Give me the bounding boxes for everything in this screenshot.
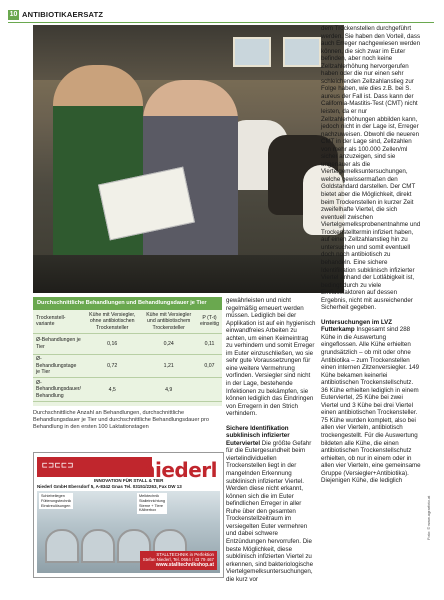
ad-tagline: INNOVATION FÜR STALL & TIER xyxy=(94,478,164,483)
subheading-text: Sichere Identifikation subklinisch infizierter Euterviertel xyxy=(226,424,290,447)
table-row-label: Ø-Behandlungsdauer/ Behandlung xyxy=(33,378,84,402)
paragraph: dem Trockenstellen durchgeführt werden. Sie haben den Vorteil, dass auch Erreger nachgewiesen werden können, die sich zwar im Euter befinden, aber noch keine Zellzahlerhöhung hervorgerufen haben oder die nur einen sehr schleichenden Zellzahlanstieg zur Folge haben, wie dies z.B. bei S. aureus der Fall ist. Dass kann der California-Mastitis-Test (CMT) nicht leisten, da er nur Zellzahlerhöhungen abbilden kann, jedoch nicht in der Lage ist, Erreger nachzuweisen. Obwohl die neueren CMT in der Lage sind, Zellzahlen von mehr als 100.000 Zellen/ml sicher anzuzeigen, sind sie ungenauer als die Viertelgemelksuntersuchungen, welche gewissermaßen den Goldstandard darstellen. Der CMT bietet aber die Möglichkeit, direkt beim Trockenstellen in kurzer Zeit zweifelhafte Viertel, die sich eventuell zwischen Viertelgemelksprobenentnahme und Trockenstelltermin infiziert haben, auf einen Zellzahlanstieg hin zu untersuchen und somit eventuell doch noch antibiotisch zu behandeln. Eine sichere Identifikation subklinisch infizierter Viertel anhand der Lotläbigkeit ist, bedingt durch zu viele Einflussfaktoren auf dessen Ergebnis, nicht mit ausreichender Sicherheit gegeben. xyxy=(321,25,421,312)
advertisement[interactable] xyxy=(33,452,224,578)
table-cell: 0,11 xyxy=(197,333,222,354)
photo-window xyxy=(233,37,271,67)
ad-contact-title: STALLTECHNIK in Perfektion xyxy=(156,551,214,557)
ad-contact-box xyxy=(140,551,217,570)
page-header xyxy=(8,9,103,20)
ad-address: Niederl GmbH Ebersdorf 5, A-8342 Gnas Tel. 03151/2263, Fax DW 13 xyxy=(37,484,182,489)
table-cell xyxy=(197,378,222,402)
ad-logo-bar xyxy=(37,457,152,477)
ad-brand-logo: niederl xyxy=(141,458,217,482)
table-row-label: Ø-Behandlungstage je Tier xyxy=(33,354,84,378)
article-column-middle xyxy=(226,297,316,583)
table-header-row xyxy=(33,310,222,333)
table-row xyxy=(33,354,222,378)
table-caption: Durchschnittliche Anzahl an Behandlungen, durchschnittliche Behandlungsdauer je Tier und durchschnittliche Behandlungsdauer pro Behandlung in den ersten 100 Laktationstagen xyxy=(33,410,210,431)
ad-header xyxy=(34,453,223,489)
article-column-right xyxy=(321,25,421,485)
table-cell: 4,9 xyxy=(140,378,197,402)
ad-stall xyxy=(81,529,115,563)
data-table xyxy=(33,310,222,402)
table-header-cell: Kühe mit Versiegler und antibiotischem Trockensteller xyxy=(140,310,197,333)
table-row-label: Ø-Behandlungen je Tier xyxy=(33,333,84,354)
ad-photo xyxy=(37,491,220,573)
ad-website-link[interactable]: www.stalltechnikshop.at xyxy=(155,562,214,569)
subheading-text: Untersuchungen im LVZ Futterkamp xyxy=(321,318,393,334)
table-row xyxy=(33,333,222,354)
table-cell: 1,21 xyxy=(140,354,197,378)
photo-foreground xyxy=(33,255,344,293)
section-title: ANTIBIOTIKAERSATZ xyxy=(22,10,104,19)
table-row xyxy=(33,378,222,402)
paragraph: Insgesamt sind 288 Kühe in die Auswertung eingeflossen. Alle Kühe erhielten grundsätzlich – ob mit oder ohne Antibiotika – zum Trockenstellen einen internen Zitzenversiegler. 149 Kühe bekamen keinerlei antibiotischen Trockenstellschutz. 36 Kühe erhielten lediglich in einem Euterviertel, 25 Kühe bei zwei Viertel und 3 Kühe bei drei Viertel einen antibiotischen Trockensteller. 75 Kühe wurden komplett, also bei allen vier Vierteln, antibiotisch trockengestellt. Für die Auswertung bildeten alle Kühe, die einen antibiotischen Trockenstellschutz erhielten, ob nur in einem oder in allen vier Vierteln, eine gemeinsame Gruppe (Versiegler+Antibiotika). Diejenigen Kühe, die lediglich xyxy=(321,326,421,485)
ad-logo-glyphs: ⊏⊐⊏⊏⊐ xyxy=(42,461,75,471)
ad-label-right: Melktechnik Stalleinrichtung Sterne + Tiere Kälberbox xyxy=(139,494,165,513)
subheading xyxy=(226,425,316,583)
table-cell: 4,5 xyxy=(84,378,140,402)
table-header-cell: Trockenstell-variante xyxy=(33,310,84,333)
table-cell: 0,72 xyxy=(84,354,140,378)
article-photo xyxy=(33,25,344,293)
table-cell: 0,16 xyxy=(84,333,140,354)
photo-credit: Foto: © www.agrarfoto.at xyxy=(426,495,431,540)
table-header-cell: Kühe mit Versiegler, ohne antibiotischen Trockensteller xyxy=(84,310,140,333)
paragraph: Die größte Gefahr für die Eutergesundheit beim viertelindividuellen Trockenstellen liegt in der mangelnden Erkennung subklinisch infizierter Viertel. Werden diese nicht erkannt, können sich die im Euter befindlichen Erreger in aller Ruhe über den gesamten Trockenstellzeitraum im versiegelten Euter vermehren und dabei schwere Entzündungen hervorrufen. Die beste Möglichkeit, diese subklinisch infizierten Viertel zu erkennen, sind bakteriologische Viertelgemelksuntersuchungen, die kurz vor xyxy=(226,439,314,583)
table-cell: 0,07 xyxy=(197,354,222,378)
ad-label-left: Schiebeliegen Fütterungstechnik Einstreulösungen xyxy=(41,494,72,508)
subheading xyxy=(321,319,421,485)
data-table-box xyxy=(33,297,222,406)
ad-stall xyxy=(45,529,79,563)
header-divider xyxy=(8,22,434,23)
photo-window xyxy=(283,37,321,67)
page-number: 10 xyxy=(9,11,18,18)
paragraph: gewährleisten und nicht regelmäßig erneuert werden müssen. Lediglich bei der Applikation ist auf ein hygienisch einwandfreies Arbeiten zu achten, um einen Keimeintrag zu verhindern und somit Erreger im Euter einzuschließen, wo sie sehr gute Voraussetzungen für eine weitere Vermehrung vorfinden. Versiegler sind nicht in der Lage, bestehende Infektionen zu bekämpfen, sie können lediglich das Eindringen von Erregern in den Strich verhindern. xyxy=(226,297,316,418)
table-header-cell: P (T-t) einseitig xyxy=(197,310,222,333)
ad-contact-phone: Stefan Niederl, Tel. 0664 / 43 79 467 xyxy=(142,557,214,563)
table-title: Durchschnittliche Behandlungen und Behandlungsdauer je Tier xyxy=(33,297,222,310)
table-cell: 0,24 xyxy=(140,333,197,354)
